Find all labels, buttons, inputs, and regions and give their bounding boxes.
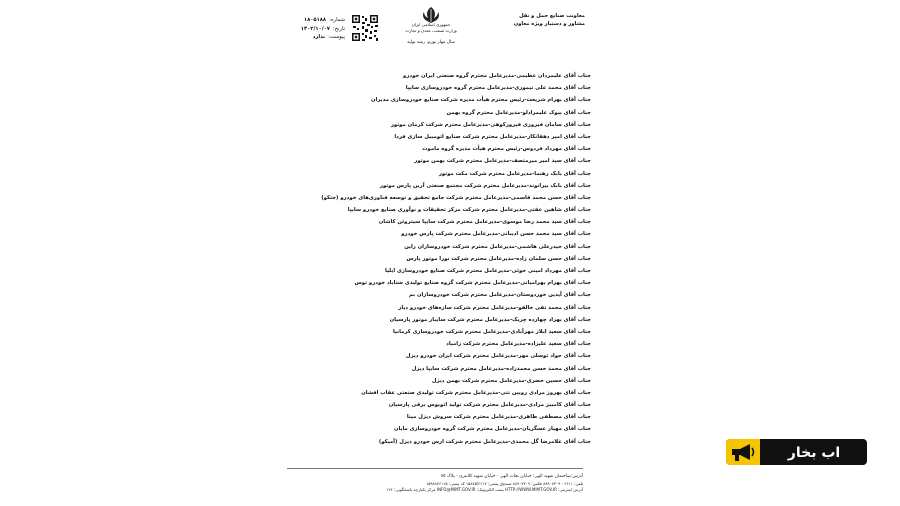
- department-subline: مشاور و دستیار ویژه معاون: [513, 21, 585, 27]
- recipient-line: جناب آقای حیدرعلی هاشمی-مدیرعامل محترم شرکت خودروسازان راین: [404, 243, 591, 250]
- recipient-line: جناب آقای غلامرضا گل محمدی-مدیرعامل محترم شرکت ارس خودرو دیزل (آمیکو): [378, 438, 591, 445]
- year-slogan: سال مهار تورم، رشد تولید: [407, 40, 455, 45]
- recipient-line: جناب آقای سعید ایلاز مهرآبادی-مدیرعامل محترم شرکت خودروسازی کرمانیا: [392, 328, 591, 335]
- recipient-line: جناب آقای بابک بیرانوند-مدیرعامل محترم شرکت مجتمع صنعتی آرین پارس موتور: [379, 182, 591, 189]
- footer-contact: تلفن: ۶۶۱۱ - ۸۸۹۰۷۳۰۹ فکس: ۸۸۹۰۷۳۰۹ صندوق پستی: ۱۵۸۷۵/۶۶۱۷ کد پستی: ۱۵۹۸۸۴۶۱۱۵: [426, 480, 583, 486]
- letter-attachment-value: ندارد: [312, 34, 326, 41]
- recipient-line: جناب آقای بهروز مرادی روبین تنی-مدیرعامل محترم شرکت تولیدی صنعتی عقاب افشان: [361, 389, 591, 396]
- letter-number-row: [279, 16, 345, 25]
- recipient-line: جناب آقای سید محمد رضا موسوی-مدیرعامل محترم شرکت سایپا سیتروئن کاشان: [378, 219, 591, 226]
- letter-attachment-row: [279, 33, 345, 42]
- letter-number-label: شماره:: [329, 17, 345, 23]
- recipient-line: جناب آقای سعید علیزاده-مدیرعامل محترم شرکت زامیاد: [446, 341, 591, 348]
- letter-meta: [279, 16, 345, 42]
- recipient-line: جناب آقای بیوک علیمرادلو-مدیرعامل محترم گروه بهمن: [446, 109, 591, 116]
- letter-attachment-label: پیوست:: [328, 34, 345, 41]
- footer-address: آدرس:ساختمان شهید الهی؛ خیابان نجات الهی - خیابان شهید کلانتری - پلاک ۷۵: [440, 474, 583, 479]
- recipient-line: جناب آقای حسن محمد قاسمی-مدیرعامل محترم شرکت جامع تحقیق و توسعه فناوری‌های خودرو (جتکو): [321, 194, 591, 201]
- recipient-line: جناب آقای مصطفی طاهری-مدیرعامل محترم شرکت سروش دیزل مینا: [406, 414, 591, 421]
- letter-page: [275, 4, 595, 504]
- qr-code-icon: [351, 14, 379, 42]
- recipient-list: [281, 70, 591, 448]
- recipient-line: جناب آقای مهرداد فردوس-رئیس محترم هیأت مدیره گروه ماموت: [422, 146, 591, 153]
- recipient-line: جناب آقای بابک رهنما-مدیرعامل محترم شرکت مکث موتور: [438, 170, 591, 177]
- svg-text:اب بخار: اب بخار: [787, 445, 841, 461]
- recipient-line: جناب آقای بهرام شریعت-رئیس محترم هیأت مدیره شرکت صنایع خودروسازی مدیران: [371, 97, 591, 104]
- recipient-line: جناب آقای مهیار عسگریان-مدیرعامل محترم شرکت گروه خودروسازی مایان: [394, 426, 591, 433]
- recipient-line: جناب آقای محمد تقی خالقو-مدیرعامل محترم شرکت سازه‌های خودرو دیار: [398, 304, 591, 311]
- footer-divider: [287, 468, 583, 469]
- recipient-line: جناب آقای محمد حسن محمدزاده-مدیرعامل محترم شرکت سایپا دیزل: [411, 365, 591, 372]
- abbakhar-logo: [726, 439, 867, 465]
- recipient-line: جناب آقای بهزاد چهارده چریک-مدیرعامل محترم شرکت سایبار موتور پارسیان: [389, 316, 591, 323]
- department-header: [499, 12, 585, 28]
- recipient-line: جناب آقای محمد علی تیموری-مدیرعامل محترم گروه خودروسازی سایپا: [405, 85, 591, 92]
- ministry-title: [399, 22, 463, 33]
- recipient-line: جناب آقای جواد توسلی مهر-مدیرعامل محترم شرکت ایران خودرو دیزل: [405, 353, 591, 360]
- recipient-line: جناب آقای شاهین عفتی-مدیرعامل محترم شرکت مرکز تحقیقات و نوآوری صنایع خودرو سایپا: [347, 207, 591, 214]
- department-line: معاونت صنایع حمل و نقل: [519, 13, 585, 19]
- letter-date-label: تاریخ:: [332, 25, 345, 32]
- country-line: جمهوری اسلامی ایران: [411, 22, 451, 27]
- recipient-line: جناب آقای سید محمد حسن ادیبانی-مدیرعامل محترم شرکت پارس خودرو: [401, 231, 591, 238]
- recipient-line: جناب آقای حسن سلمان زاده-مدیرعامل محترم شرکت نورا موتور پارس: [406, 255, 591, 262]
- recipient-line: جناب آقای حسین خضری-مدیرعامل محترم شرکت بهمن دیزل: [431, 377, 591, 384]
- letter-date-value: ۱۴۰۲/۱۰/۰۷: [300, 25, 330, 32]
- letter-date-row: [279, 25, 345, 34]
- recipient-line: جناب آقای علیمردان عظیمی-مدیرعامل محترم گروه صنعتی ایران خودرو: [403, 73, 591, 79]
- letter-footer: [287, 474, 583, 494]
- letter-number-value: ۱۸۰۵۱۸۸: [303, 17, 327, 23]
- recipient-line: جناب آقای کامبیز مرادی-مدیرعامل محترم شرکت تولید اتوبوس برقی پارسیان: [388, 402, 591, 409]
- footer-web: آدرس اینترنتی: HTTP://WWW.MIMT.GOV.IR پست الکترونیک: INFO@MIMT.GOV.IR مرکز یکپارچه پاسخگویی: ۱۲۴: [386, 487, 583, 493]
- recipient-line: جناب آقای سید امیر میرمتصف-مدیرعامل محترم شرکت بهمن موتور: [414, 158, 591, 165]
- recipient-line: جناب آقای امیر دهقانکار-مدیرعامل محترم شرکت صنایع اتومبیل سازی فردا: [394, 133, 591, 140]
- recipient-line: جناب آقای آیدین خوردوستان-مدیرعامل محترم شرکت خودروسازان بم: [408, 292, 591, 299]
- recipient-line: جناب آقای سامان فیروزی فیروزکوهی-مدیرعامل محترم شرکت کرمان موتور: [390, 121, 591, 128]
- ministry-line: وزارت صنعت، معدن و تجارت: [405, 27, 457, 33]
- recipient-line: جناب آقای بهرام بهرامیانی-مدیرعامل محترم شرکت گروه صنایع تولیدی ستاباد خودرو توس: [354, 280, 591, 287]
- recipient-line: جناب آقای مهرداد امینی خوئی-مدیرعامل محترم شرکت صنایع خودروسازی ایلیا: [385, 268, 591, 274]
